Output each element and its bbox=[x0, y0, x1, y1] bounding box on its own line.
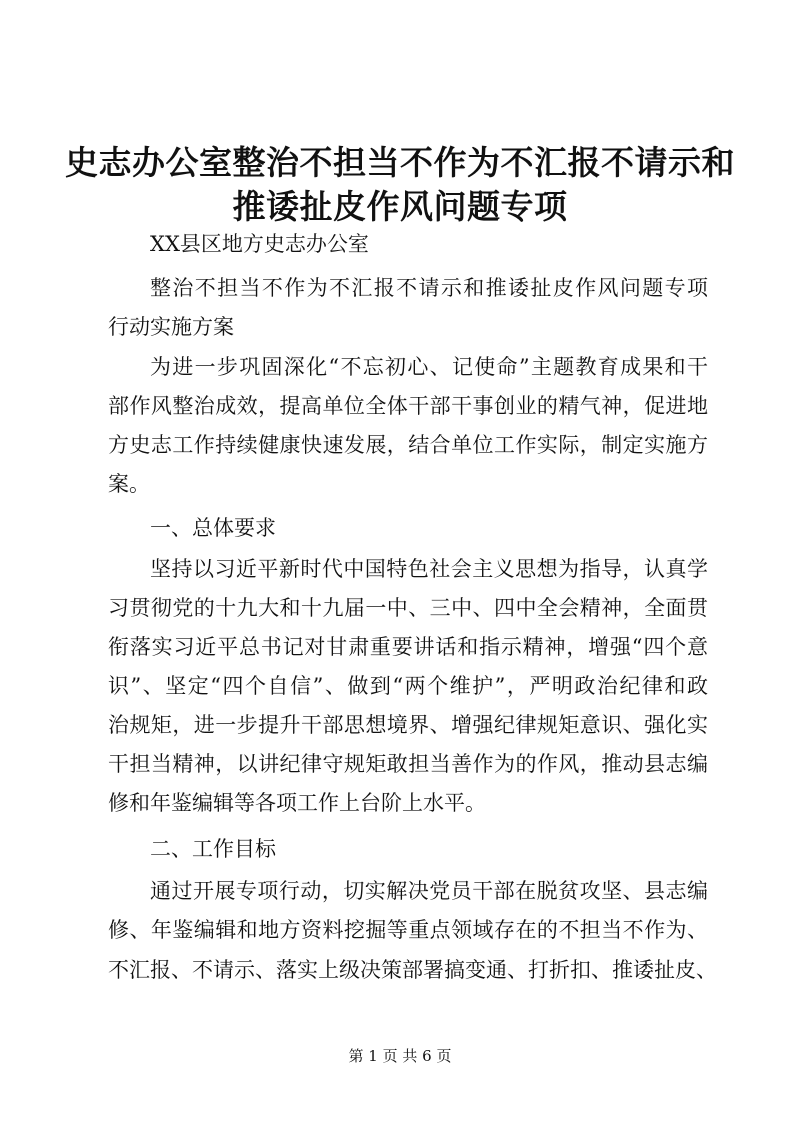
section-1-paragraph-line: 识”、坚定“四个自信”、做到“两个维护”，严明政治纪律和政 bbox=[108, 674, 708, 698]
section-1-paragraph-line: 干担当精神，以讲纪律守规矩敢担当善作为的作风，推动县志编 bbox=[108, 752, 708, 776]
page-number: 第 1 页 共 6 页 bbox=[348, 1047, 452, 1065]
subtitle-line-1: 整治不担当不作为不汇报不请示和推诿扯皮作风问题专项 bbox=[150, 276, 708, 300]
section-2-heading: 二、工作目标 bbox=[150, 837, 276, 861]
intro-paragraph-line: 部作风整治成效，提高单位全体干部干事创业的精气神，促进地 bbox=[108, 394, 708, 418]
intro-paragraph-line: 方史志工作持续健康快速发展，结合单位工作实际，制定实施方 bbox=[108, 433, 708, 457]
section-2-paragraph-line: 不汇报、不请示、落实上级决策部署搞变通、打折扣、推诿扯皮、 bbox=[108, 958, 717, 982]
intro-paragraph-line: 为进一步巩固深化“不忘初心、记使命”主题教育成果和干 bbox=[150, 355, 708, 379]
section-1-heading: 一、总体要求 bbox=[150, 516, 276, 540]
section-1-paragraph-line: 衔落实习近平总书记对甘肃重要讲话和指示精神，增强“四个意 bbox=[108, 635, 708, 659]
document-title-line-2: 推诿扯皮作风问题专项 bbox=[232, 187, 568, 226]
section-2-paragraph-line: 修、年鉴编辑和地方资料挖掘等重点领域存在的不担当不作为、 bbox=[108, 918, 708, 942]
section-1-paragraph-line: 治规矩，进一步提升干部思想境界、增强纪律规矩意识、强化实 bbox=[108, 713, 708, 737]
section-2-paragraph-line: 通过开展专项行动，切实解决党员干部在脱贫攻坚、县志编 bbox=[150, 879, 708, 903]
document-title-line-1: 史志办公室整治不担当不作为不汇报不请示和 bbox=[65, 143, 735, 182]
section-1-paragraph-line: 坚持以习近平新时代中国特色社会主义思想为指导，认真学 bbox=[150, 557, 708, 581]
section-1-paragraph-line: 修和年鉴编辑等各项工作上台阶上水平。 bbox=[108, 791, 486, 815]
organization-name: XX县区地方史志办公室 bbox=[150, 232, 369, 256]
section-1-paragraph-line: 习贯彻党的十九大和十九届一中、三中、四中全会精神，全面贯 bbox=[108, 596, 708, 620]
subtitle-line-2: 行动实施方案 bbox=[108, 315, 234, 339]
intro-paragraph-line: 案。 bbox=[108, 472, 150, 496]
